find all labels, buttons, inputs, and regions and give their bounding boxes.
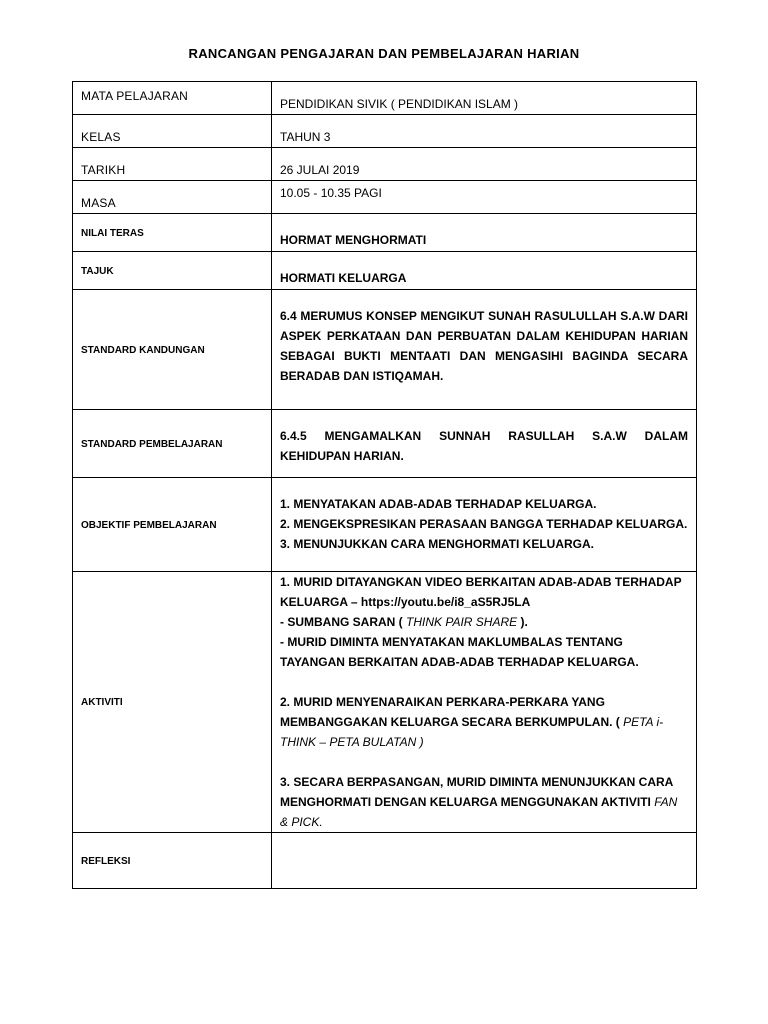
activity-2 [280,692,688,752]
lesson-plan-table [72,81,697,889]
label-refleksi: REFLEKSI [81,855,131,867]
row-label [73,214,272,252]
list-item: 1. MENYATAKAN ADAB-ADAB TERHADAP KELUARGA. [280,497,597,511]
table-row [73,290,697,410]
row-label [73,181,272,214]
row-label [73,252,272,290]
row-label [73,148,272,181]
row-value [272,290,697,410]
row-label [73,290,272,410]
text-segment: 2. MURID MENYENARAIKAN PERKARA-PERKARA YANG MEMBANGGAKAN KELUARGA SECARA BERKUMPULAN. ( [280,695,624,729]
row-value [272,833,697,889]
value-kelas: TAHUN 3 [280,130,331,144]
table-row [73,148,697,181]
row-label [73,833,272,889]
table-row [73,115,697,148]
text-emphasis: PETA i-THINK – PETA BULATAN ) [280,715,664,749]
row-value [272,115,697,148]
row-value [272,478,697,572]
row-label [73,82,272,115]
label-objektif: OBJEKTIF PEMBELAJARAN [81,519,217,531]
row-label [73,410,272,478]
value-nilai-teras: HORMAT MENGHORMATI [280,233,427,247]
value-standard-pembelajaran: 6.4.5 MENGAMALKAN SUNNAH RASULLAH S.A.W DALAM KEHIDUPAN HARIAN. [280,429,688,463]
row-label [73,478,272,572]
row-value [272,148,697,181]
table-row [73,833,697,889]
text-segment: - SUMBANG SARAN ( [280,615,406,629]
table-row [73,478,697,572]
row-label [73,572,272,833]
table-row [73,252,697,290]
label-mata-pelajaran: MATA PELAJARAN [81,89,189,103]
label-standard-pembelajaran: STANDARD PEMBELAJARAN [81,438,223,450]
activity-1-line-2 [280,612,688,632]
row-value [272,82,697,115]
activity-3 [280,772,688,832]
value-tajuk: HORMATI KELUARGA [280,271,407,285]
label-aktiviti: AKTIVITI [81,697,123,708]
label-tarikh: TARIKH [81,163,126,177]
label-nilai-teras: NILAI TERAS [81,228,144,239]
activity-1-line-1: 1. MURID DITAYANGKAN VIDEO BERKAITAN ADAB-ADAB TERHADAP KELUARGA – https://youtu.be/i8_aS5RJ5LA [280,575,682,609]
row-value [272,181,697,214]
row-label [73,115,272,148]
row-value [272,572,697,833]
list-item: 3. MENUNJUKKAN CARA MENGHORMATI KELUARGA. [280,537,594,551]
row-value [272,410,697,478]
text-emphasis: FAN & PICK. [280,795,678,829]
list-item: 2. MENGEKSPRESIKAN PERASAAN BANGGA TERHADAP KELUARGA. [280,517,688,531]
row-value [272,252,697,290]
table-row [73,82,697,115]
table-row [73,410,697,478]
value-tarikh: 26 JULAI 2019 [280,163,360,177]
page-title: RANCANGAN PENGAJARAN DAN PEMBELAJARAN HARIAN [188,46,580,61]
value-masa: 10.05 - 10.35 PAGI [280,186,382,200]
text-segment: 3. SECARA BERPASANGAN, MURID DIMINTA MENUNJUKKAN CARA MENGHORMATI DENGAN KELUARGA MENGGUNAKAN AKTIVITI [280,775,673,809]
text-segment: ). [517,615,528,629]
label-masa: MASA [81,196,116,210]
text-emphasis: THINK PAIR SHARE [406,615,518,629]
table-row [73,214,697,252]
label-standard-kandungan: STANDARD KANDUNGAN [81,344,205,356]
table-row [73,572,697,833]
label-kelas: KELAS [81,130,121,144]
activity-1-line-3: - MURID DIMINTA MENYATAKAN MAKLUMBALAS TENTANG TAYANGAN BERKAITAN ADAB-ADAB TERHADAP KELUARGA. [280,635,639,669]
value-mata-pelajaran: PENDIDIKAN SIVIK ( PENDIDIKAN ISLAM ) [280,97,519,111]
row-value [272,214,697,252]
value-standard-kandungan: 6.4 MERUMUS KONSEP MENGIKUT SUNAH RASULULLAH S.A.W DARI ASPEK PERKATAAN DAN PERBUATAN DALAM KEHIDUPAN HARIAN SEBAGAI BUKTI MENTAATI DAN MENGASIHI BAGINDA SECARA BERADAB DAN ISTIQAMAH. [280,309,688,383]
table-row [73,181,697,214]
label-tajuk: TAJUK [81,266,114,277]
